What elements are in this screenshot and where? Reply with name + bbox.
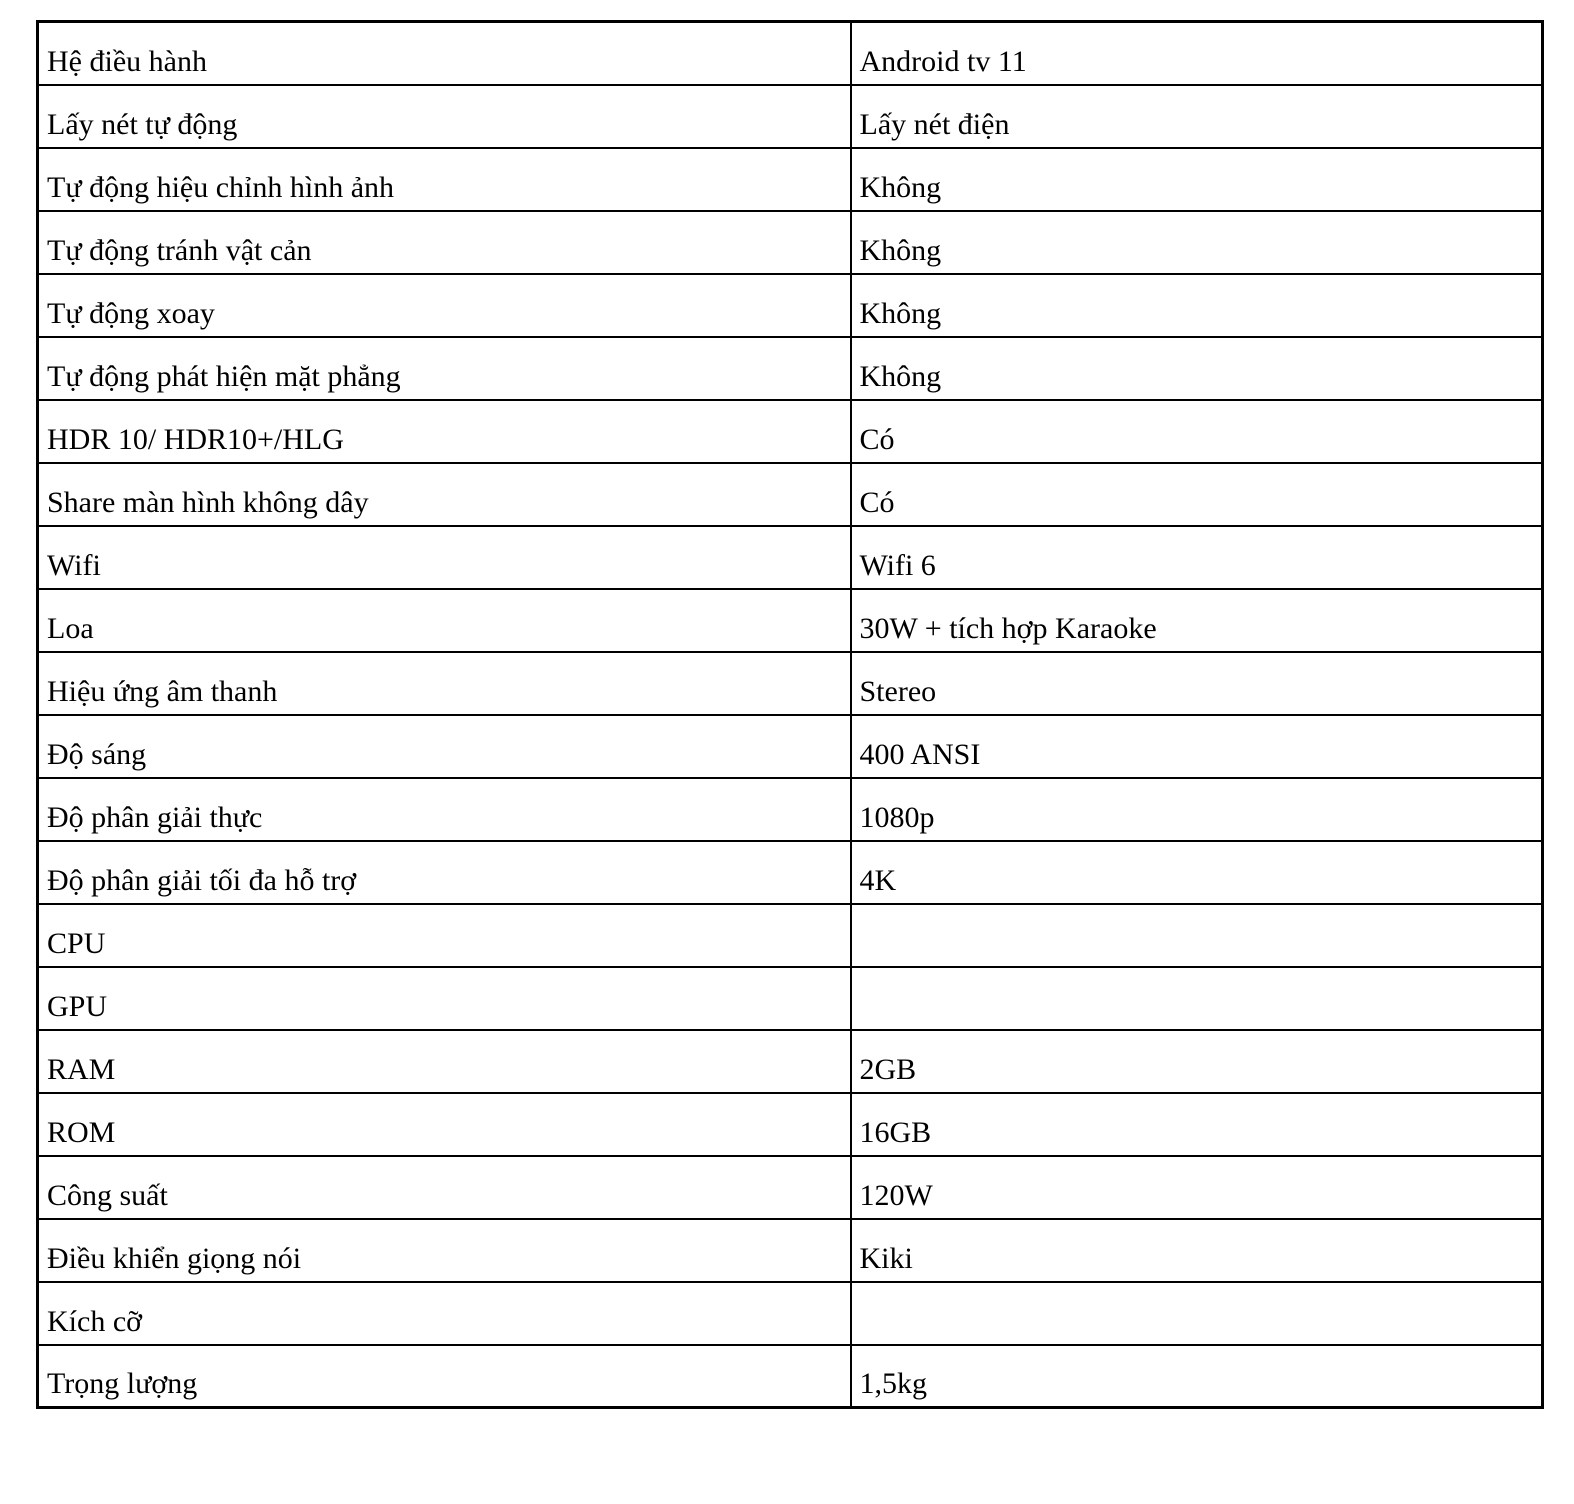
spec-value-cell: 120W [851,1156,1543,1219]
spec-label-cell: RAM [38,1030,851,1093]
spec-row [38,148,1543,211]
spec-label-cell: Điều khiển giọng nói [38,1219,851,1282]
spec-label-cell: Trọng lượng [38,1345,851,1408]
spec-row [38,1282,1543,1345]
spec-value-cell: 1,5kg [851,1345,1543,1408]
spec-value-cell: Android tv 11 [851,22,1543,85]
spec-value-cell: 16GB [851,1093,1543,1156]
spec-value-cell: 1080p [851,778,1543,841]
spec-value-cell [851,1282,1543,1345]
spec-label-cell: Loa [38,589,851,652]
spec-value-cell [851,967,1543,1030]
spec-label-cell: HDR 10/ HDR10+/HLG [38,400,851,463]
spec-value-cell: Wifi 6 [851,526,1543,589]
spec-label-cell: Kích cỡ [38,1282,851,1345]
spec-row [38,85,1543,148]
spec-row [38,211,1543,274]
spec-row [38,400,1543,463]
spec-value-cell: 2GB [851,1030,1543,1093]
spec-table [36,20,1544,1409]
spec-label-cell: Tự động xoay [38,274,851,337]
spec-row [38,526,1543,589]
spec-value-cell: Stereo [851,652,1543,715]
spec-label-cell: Hiệu ứng âm thanh [38,652,851,715]
spec-row [38,1093,1543,1156]
spec-row [38,841,1543,904]
spec-label-cell: Độ phân giải tối đa hỗ trợ [38,841,851,904]
spec-table-body [38,22,1543,1408]
spec-value-cell: Không [851,274,1543,337]
spec-value-cell: Kiki [851,1219,1543,1282]
spec-label-cell: CPU [38,904,851,967]
spec-label-cell: Hệ điều hành [38,22,851,85]
spec-row [38,463,1543,526]
spec-value-cell: Không [851,337,1543,400]
spec-row [38,337,1543,400]
spec-value-cell: Không [851,148,1543,211]
spec-label-cell: Công suất [38,1156,851,1219]
spec-label-cell: ROM [38,1093,851,1156]
spec-row [38,1156,1543,1219]
spec-row [38,589,1543,652]
spec-value-cell: 4K [851,841,1543,904]
spec-label-cell: Tự động tránh vật cản [38,211,851,274]
spec-value-cell [851,904,1543,967]
spec-row [38,715,1543,778]
spec-value-cell: Không [851,211,1543,274]
spec-row [38,652,1543,715]
spec-value-cell: Có [851,463,1543,526]
spec-row [38,967,1543,1030]
spec-row [38,1219,1543,1282]
spec-label-cell: Wifi [38,526,851,589]
spec-label-cell: Tự động phát hiện mặt phẳng [38,337,851,400]
spec-label-cell: Độ phân giải thực [38,778,851,841]
spec-value-cell: 400 ANSI [851,715,1543,778]
spec-label-cell: Tự động hiệu chỉnh hình ảnh [38,148,851,211]
spec-row [38,22,1543,85]
spec-value-cell: Lấy nét điện [851,85,1543,148]
spec-label-cell: Lấy nét tự động [38,85,851,148]
spec-row [38,904,1543,967]
spec-row [38,274,1543,337]
spec-label-cell: GPU [38,967,851,1030]
spec-label-cell: Độ sáng [38,715,851,778]
spec-row [38,1030,1543,1093]
spec-row [38,1345,1543,1408]
spec-value-cell: Có [851,400,1543,463]
spec-label-cell: Share màn hình không dây [38,463,851,526]
spec-value-cell: 30W + tích hợp Karaoke [851,589,1543,652]
spec-row [38,778,1543,841]
